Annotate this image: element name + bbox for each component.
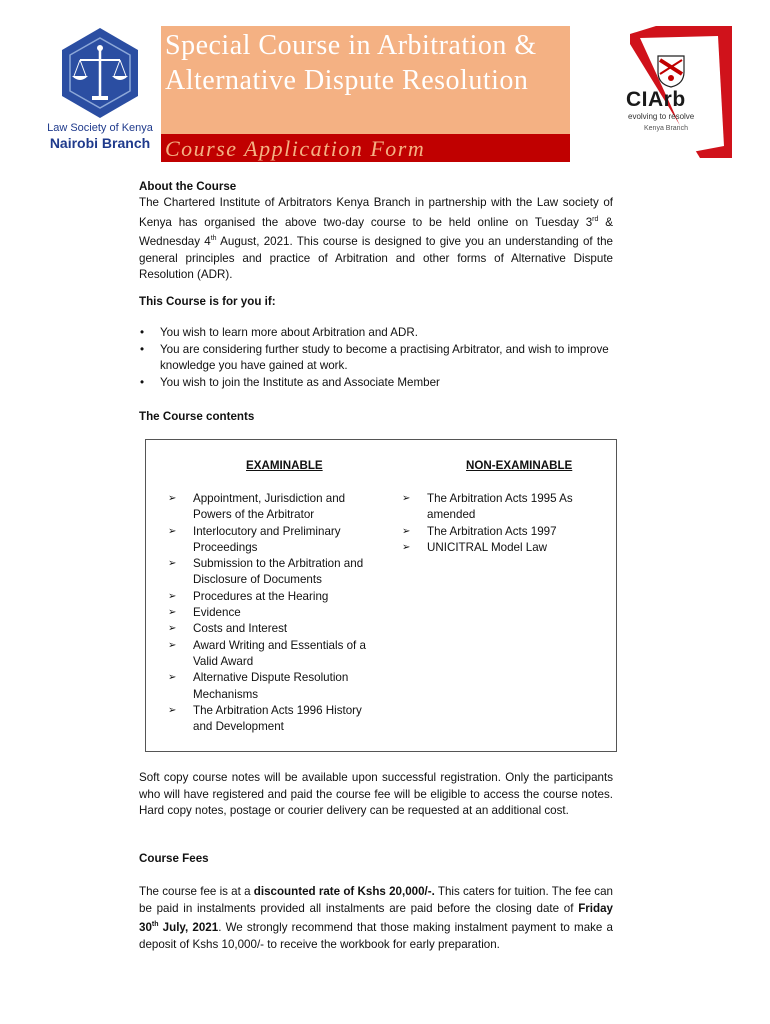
fees-sup-th: th: [151, 921, 159, 929]
for-you-list: [139, 325, 613, 391]
bullet-icon: •: [140, 375, 145, 389]
about-text-3: August, 2021. This course is designed to give you an understanding of the general principles and practice of Arbitration and other forms of Alternative Dispute Resolution (ADR).: [139, 234, 613, 282]
arrow-bullet-icon: ➢: [168, 590, 177, 602]
bullet-icon: •: [140, 342, 145, 356]
about-paragraph: [139, 195, 613, 284]
list-item-text: The Arbitration Acts 1996 History and Development: [193, 703, 362, 734]
fees-discount: discounted rate of Kshs 20,000/-.: [253, 885, 435, 898]
list-item: [168, 638, 380, 671]
list-item: [168, 491, 380, 524]
about-text-2: & Wednesday 4: [139, 215, 613, 248]
list-item: [139, 375, 613, 392]
arrow-bullet-icon: ➢: [402, 541, 411, 553]
fees-closing-date-1: Friday 30: [139, 901, 613, 935]
examinable-list: [168, 491, 380, 735]
list-item-text: Award Writing and Essentials of a Valid Award: [193, 638, 366, 668]
lsk-branch: Nairobi Branch: [49, 135, 151, 151]
list-item-text: The Arbitration Acts 1997: [427, 524, 557, 538]
list-item-text: Evidence: [193, 606, 241, 620]
arrow-bullet-icon: ➢: [168, 672, 177, 684]
lsk-logo: [44, 26, 156, 154]
about-text-1: The Chartered Institute of Arbitrators Kenya Branch in partnership with the Law society of Kenya has organised the above two-day course to be held online on Tuesday 3: [139, 196, 613, 229]
arrow-bullet-icon: ➢: [168, 639, 177, 651]
for-you-heading: This Course is for you if:: [139, 295, 276, 308]
fees-text-1: The course fee is at a: [139, 885, 254, 898]
arrow-bullet-icon: ➢: [168, 607, 177, 619]
bullet-icon: •: [140, 326, 145, 339]
about-sup-rd: rd: [592, 215, 599, 223]
list-item-text: Submission to the Arbitration and Disclosure of Documents: [193, 557, 364, 587]
list-item-text: The Arbitration Acts 1995 As amended: [427, 492, 573, 522]
about-sup-th: th: [210, 235, 217, 243]
ciarb-crest-icon: [656, 54, 686, 88]
arrow-bullet-icon: ➢: [168, 525, 177, 537]
non-examinable-heading: NON-EXAMINABLE: [466, 459, 573, 472]
list-item: [402, 524, 592, 540]
page-title: Special Course in Arbitration & Alternative Dispute Resolution: [165, 30, 537, 96]
list-item-text: You are considering further study to become a practising Arbitrator, and wish to improve knowledge you have gained at work.: [160, 342, 609, 373]
list-item: [139, 342, 613, 375]
about-heading: About the Course: [139, 180, 237, 193]
list-item-text: Appointment, Jurisdiction and Powers of the Arbitrator: [193, 492, 346, 522]
fees-text-2: This caters for tuition. The fee can be paid in instalments provided all instalments are paid before the closing date of: [139, 885, 613, 915]
list-item-text: Interlocutory and Preliminary Proceedings: [193, 524, 341, 554]
list-item: [168, 605, 380, 621]
list-item: [168, 670, 380, 703]
title-banner: [161, 26, 570, 134]
list-item-text: You wish to join the Institute as and Associate Member: [160, 375, 440, 389]
list-item: [168, 703, 380, 736]
arrow-bullet-icon: ➢: [168, 623, 177, 635]
list-item-text: Costs and Interest: [193, 622, 288, 636]
fees-closing-date-2: July, 2021: [158, 921, 219, 935]
fees-text-3: . We strongly recommend that those making instalment payment to make a deposit of Kshs 10,000/- to receive the workbook for early preparation.: [139, 921, 613, 951]
examinable-heading: EXAMINABLE: [246, 459, 323, 472]
arrow-bullet-icon: ➢: [402, 493, 411, 504]
list-item: [139, 325, 613, 342]
contents-heading: The Course contents: [139, 410, 255, 423]
fees-heading: Course Fees: [139, 852, 209, 865]
list-item-text: UNICITRAL Model Law: [427, 540, 548, 554]
page-subtitle: Course Application Form: [165, 136, 426, 161]
list-item: [168, 589, 380, 605]
list-item: [168, 621, 380, 637]
non-examinable-list: [402, 491, 592, 556]
lsk-name: Law Society of Kenya: [47, 122, 153, 134]
scales-of-justice-icon: [60, 26, 140, 120]
list-item: [168, 556, 380, 589]
subtitle-banner: [161, 134, 570, 162]
list-item-text: You wish to learn more about Arbitration and ADR.: [160, 326, 419, 339]
contents-table: [145, 439, 617, 752]
list-item: [402, 491, 592, 524]
ciarb-logo: [594, 26, 732, 158]
ciarb-branch: Kenya Branch: [644, 125, 688, 132]
ciarb-brand: CIArb: [626, 88, 686, 111]
arrow-bullet-icon: ➢: [402, 525, 411, 537]
list-item: [402, 540, 592, 556]
arrow-bullet-icon: ➢: [168, 704, 177, 716]
arrow-bullet-icon: ➢: [168, 493, 177, 504]
notes-paragraph: Soft copy course notes will be available upon successful registration. Only the participants who will have registered and paid the course fee will be eligible to access the course notes. Hard copy notes, postage or courier delivery can be requested at an additional cost.: [139, 771, 613, 818]
fees-paragraph: [139, 884, 613, 953]
ciarb-tagline: evolving to resolve: [628, 112, 695, 121]
list-item-text: Alternative Dispute Resolution Mechanisms: [193, 671, 349, 701]
arrow-bullet-icon: ➢: [168, 558, 177, 570]
list-item: [168, 524, 380, 557]
list-item-text: Procedures at the Hearing: [193, 589, 329, 603]
